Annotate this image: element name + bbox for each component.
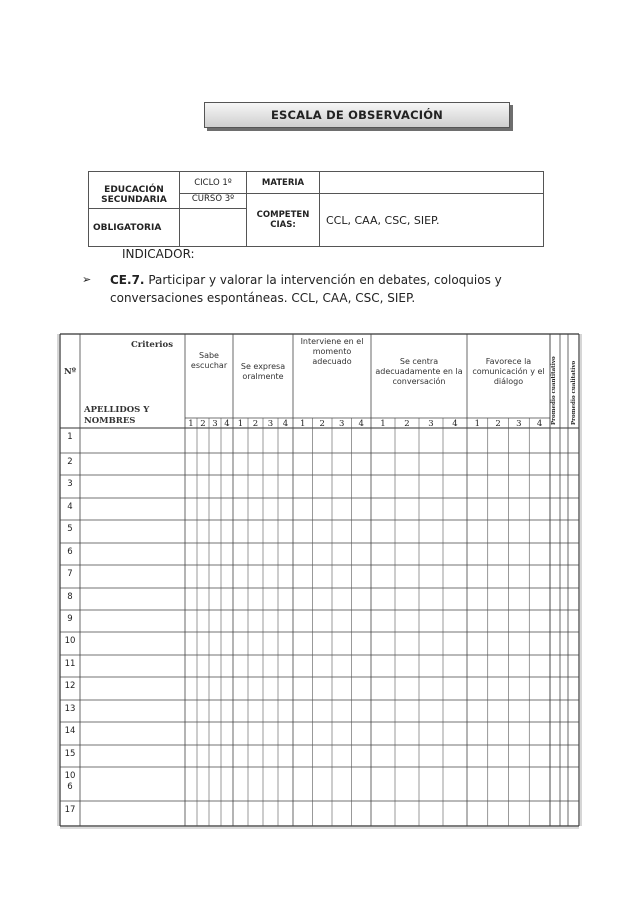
scale-number: 3 (267, 419, 274, 429)
subject-label: MATERIA (247, 172, 320, 194)
quantitative-average-header: Promedio cuantitativo (551, 356, 557, 425)
row-number: 2 (67, 457, 73, 467)
stage-line-2: SECUNDARIA (101, 195, 167, 205)
criterion-header: Sabe escuchar (190, 351, 228, 370)
scale-number: 3 (212, 419, 218, 429)
scale-number: 2 (319, 419, 325, 429)
row-number: 7 (67, 569, 73, 579)
scale-number: 4 (536, 419, 543, 429)
scale-number: 1 (237, 419, 244, 429)
row-number: 13 (64, 704, 76, 714)
scale-number: 3 (516, 419, 522, 429)
names-header-2: NOMBRES (84, 416, 136, 426)
stage-line-3: OBLIGATORIA (89, 209, 180, 247)
row-number: 10 (64, 636, 76, 646)
number-header: Nº (63, 367, 77, 377)
scale-number: 2 (200, 419, 206, 429)
scale-number: 1 (474, 419, 481, 429)
course-cell: CURSO 3º (180, 194, 247, 209)
scale-number: 4 (358, 419, 364, 429)
stage-line-1: EDUCACIÓN (104, 185, 164, 195)
cycle-cell: CICLO 1º (180, 172, 247, 194)
criterion-header: Se centra adecuadamente en la conversación (375, 357, 463, 386)
row-number: 6 (67, 547, 73, 557)
row-number: 10 6 (64, 771, 76, 792)
scale-number: 4 (452, 419, 458, 429)
scale-number: 1 (380, 419, 386, 429)
names-header-1: APELLIDOS Y (84, 405, 150, 415)
scale-number: 3 (339, 419, 345, 429)
row-number: 11 (64, 659, 76, 669)
qualitative-average-header: Promedio cualitativo (571, 360, 577, 425)
scale-number: 2 (495, 419, 501, 429)
competences-label-line-1: COMPETEN (256, 210, 310, 220)
row-number: 5 (67, 524, 73, 534)
competences-label-line-2: CIAS: (270, 220, 296, 230)
scale-number: 4 (282, 419, 289, 429)
row-number: 12 (64, 681, 76, 691)
scale-number: 1 (300, 419, 306, 429)
scale-number: 2 (404, 419, 410, 429)
scale-number: 2 (252, 419, 259, 429)
page-title: ESCALA DE OBSERVACIÓN (204, 102, 510, 128)
criterion-header: Se expresa oralmente (240, 362, 286, 381)
competences-value: CCL, CAA, CSC, SIEP. (320, 194, 544, 247)
row-number: 15 (64, 749, 76, 759)
scale-number: 3 (428, 419, 434, 429)
row-number: 8 (67, 592, 73, 602)
row-number: 3 (67, 479, 73, 489)
arrow-bullet-icon: ➢ (82, 273, 92, 286)
row-number: 9 (67, 614, 73, 624)
row-number: 1 (67, 432, 73, 442)
criterion-code: CE.7. (110, 273, 145, 287)
criterion-text: Participar y valorar la intervención en debates, coloquios y conversaciones espontáneas. CCL, CAA, CSC, SIEP. (110, 273, 502, 305)
scale-number: 1 (188, 419, 194, 429)
scale-number: 4 (224, 419, 230, 429)
row-number: 17 (64, 805, 76, 815)
criterion-header: Favorece la comunicación y el diálogo (472, 357, 545, 386)
row-number: 4 (67, 502, 73, 512)
indicator-label: INDICADOR: (122, 247, 195, 261)
criteria-header: Criterios (131, 340, 173, 350)
row-number: 14 (64, 726, 76, 736)
criterion-header: Interviene en el momento adecuado (300, 337, 364, 366)
